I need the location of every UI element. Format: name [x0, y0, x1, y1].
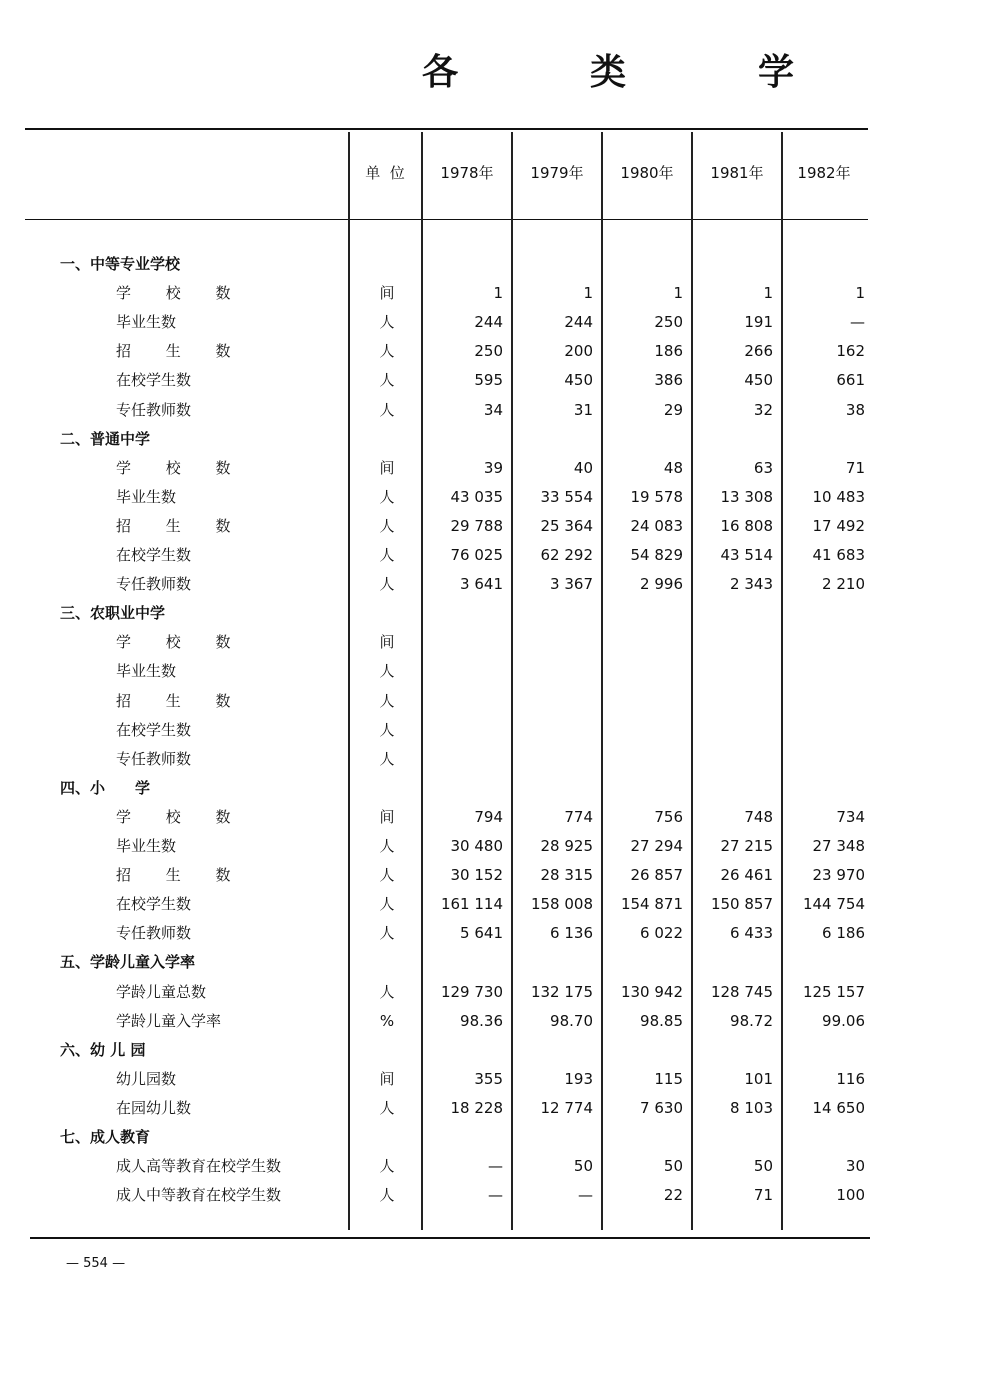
row-label: 在校学生数: [116, 546, 192, 564]
row-unit: 人: [379, 487, 395, 506]
value-cell: 774: [564, 807, 593, 826]
value-cell: 50: [663, 1157, 683, 1176]
value-cell: 386: [654, 371, 683, 390]
row-unit: 间: [379, 633, 395, 652]
value-cell: 31: [573, 400, 593, 419]
value-cell: 29: [663, 400, 683, 419]
row-label: 学 校 数: [116, 633, 246, 652]
table-row: [0, 308, 1000, 337]
value-cell: 8 103: [730, 1098, 773, 1117]
row-label: 专任教师数: [116, 924, 192, 943]
section-row: [0, 250, 1000, 279]
row-label: 在校学生数: [116, 371, 192, 390]
value-cell: 661: [836, 371, 865, 390]
row-unit: 人: [379, 1186, 395, 1205]
value-cell: 355: [474, 1069, 503, 1088]
value-cell: 34: [483, 400, 503, 419]
value-cell: 450: [744, 371, 773, 390]
section-title: 四、小 学: [60, 778, 151, 797]
row-label: 毕业生数: [116, 487, 177, 506]
value-cell: 30 480: [450, 837, 503, 855]
table-row: [0, 687, 1000, 716]
value-cell: 33 554: [540, 487, 593, 506]
value-cell: —: [578, 1186, 593, 1205]
value-cell: 115: [654, 1069, 683, 1088]
value-cell: 3 641: [460, 575, 503, 594]
value-cell: 39: [483, 458, 503, 477]
row-label: 幼儿园数: [116, 1069, 177, 1088]
value-cell: 2 210: [822, 575, 865, 594]
row-label: 专任教师数: [116, 400, 192, 419]
table-row: [0, 657, 1000, 686]
value-cell: 756: [654, 807, 683, 826]
value-cell: 101: [744, 1069, 773, 1088]
value-cell: 130 942: [620, 982, 683, 1001]
row-label: 招 生 数: [116, 691, 246, 710]
value-cell: 244: [474, 313, 503, 332]
year-header: 1981年: [710, 164, 764, 182]
value-cell: 98.72: [730, 1011, 773, 1030]
row-label: 招 生 数: [116, 342, 246, 361]
section-title: 一、中等专业学校: [60, 255, 181, 273]
table-row: [0, 803, 1000, 832]
title-char-3: 学: [758, 51, 795, 93]
table-row: [0, 628, 1000, 657]
value-cell: —: [850, 313, 865, 332]
value-cell: 161 114: [440, 895, 503, 914]
title-char-2: 类: [590, 51, 627, 93]
value-cell: 43 035: [450, 487, 503, 506]
value-cell: 734: [836, 807, 865, 826]
page-title: [380, 44, 840, 94]
value-cell: 244: [564, 313, 593, 332]
year-header: 1979年: [530, 164, 584, 182]
value-cell: 43 514: [720, 546, 773, 564]
row-unit: 间: [379, 458, 395, 477]
value-cell: 13 308: [720, 487, 773, 506]
table-row: [0, 919, 1000, 948]
row-label: 在校学生数: [116, 895, 192, 914]
row-unit: 间: [379, 284, 395, 303]
value-cell: 48: [663, 458, 683, 477]
value-cell: 191: [744, 313, 773, 332]
value-cell: 28 315: [540, 866, 593, 885]
section-title: 五、学龄儿童入学率: [60, 953, 196, 972]
row-unit: 人: [379, 895, 395, 914]
row-unit: 人: [379, 837, 395, 855]
row-unit: 人: [379, 371, 395, 390]
table-row: [0, 1152, 1000, 1181]
table-row: [0, 396, 1000, 425]
row-label: 招 生 数: [116, 866, 246, 885]
row-unit: 人: [379, 720, 395, 739]
value-cell: 30 152: [450, 866, 503, 885]
value-cell: 54 829: [630, 546, 683, 564]
row-unit: 人: [379, 400, 395, 419]
value-cell: 595: [474, 371, 503, 390]
row-unit: 人: [379, 924, 395, 943]
row-unit: 人: [379, 313, 395, 332]
table-row: [0, 512, 1000, 541]
row-unit: 人: [379, 749, 395, 768]
table-row: [0, 366, 1000, 395]
row-label: 学 校 数: [116, 284, 246, 303]
value-cell: 99.06: [822, 1011, 865, 1030]
value-cell: 6 433: [730, 924, 773, 943]
row-unit: 间: [379, 1069, 395, 1088]
value-cell: 27 294: [630, 837, 683, 855]
top-rule: [25, 128, 868, 130]
value-cell: 27 348: [812, 837, 865, 855]
value-cell: 1: [493, 284, 503, 303]
year-header: 1980年: [620, 164, 674, 182]
row-label: 学龄儿童总数: [116, 982, 207, 1001]
section-row: [0, 774, 1000, 803]
table-row: [0, 337, 1000, 366]
value-cell: —: [488, 1186, 503, 1205]
value-cell: 26 461: [720, 866, 773, 885]
table-row: [0, 541, 1000, 570]
row-unit: 人: [379, 1098, 395, 1117]
row-label: 毕业生数: [116, 313, 177, 332]
value-cell: 2 343: [730, 575, 773, 594]
table-row: [0, 1094, 1000, 1123]
value-cell: 193: [564, 1069, 593, 1088]
value-cell: 3 367: [550, 575, 593, 594]
table-row: [0, 1181, 1000, 1210]
value-cell: 10 483: [812, 487, 865, 506]
value-cell: 125 157: [802, 982, 865, 1001]
section-row: [0, 1123, 1000, 1152]
row-label: 专任教师数: [116, 749, 192, 768]
row-unit: 人: [379, 691, 395, 710]
value-cell: 76 025: [450, 546, 503, 564]
row-unit: 间: [379, 807, 395, 826]
value-cell: 6 136: [550, 924, 593, 943]
value-cell: 128 745: [710, 982, 773, 1001]
value-cell: 1: [673, 284, 683, 303]
table-row: [0, 1065, 1000, 1094]
row-label: 毕业生数: [116, 837, 177, 855]
value-cell: 29 788: [450, 516, 503, 535]
value-cell: 2 996: [640, 575, 683, 594]
section-row: [0, 1036, 1000, 1065]
row-label: 学 校 数: [116, 807, 246, 826]
table-row: [0, 483, 1000, 512]
section-row: [0, 599, 1000, 628]
value-cell: 794: [474, 807, 503, 826]
value-cell: 98.70: [550, 1011, 593, 1030]
value-cell: 98.85: [640, 1011, 683, 1030]
value-cell: 200: [564, 342, 593, 361]
value-cell: 1: [583, 284, 593, 303]
section-title: 七、成人教育: [60, 1128, 151, 1146]
value-cell: 150 857: [710, 895, 773, 914]
row-label: 在园幼儿数: [116, 1098, 192, 1117]
value-cell: 132 175: [530, 982, 593, 1001]
row-label: 毕业生数: [116, 662, 177, 681]
value-cell: 17 492: [812, 516, 865, 535]
value-cell: 450: [564, 371, 593, 390]
value-cell: 26 857: [630, 866, 683, 885]
table-row: [0, 890, 1000, 919]
value-cell: 12 774: [540, 1098, 593, 1117]
value-cell: 19 578: [630, 487, 683, 506]
row-unit: 人: [379, 662, 395, 681]
table-row: [0, 716, 1000, 745]
value-cell: 158 008: [530, 895, 593, 914]
section-title: 三、农职业中学: [60, 604, 166, 623]
value-cell: —: [488, 1157, 503, 1176]
value-cell: 154 871: [620, 895, 683, 914]
section-row: [0, 948, 1000, 977]
value-cell: 5 641: [460, 924, 503, 943]
value-cell: 162: [836, 342, 865, 361]
value-cell: 16 808: [720, 516, 773, 535]
row-unit: %: [379, 1011, 395, 1030]
value-cell: 6 022: [640, 924, 683, 943]
table-row: [0, 1007, 1000, 1036]
page-number: — 554 —: [66, 1256, 126, 1271]
table-row: [0, 861, 1000, 890]
row-unit: 人: [379, 516, 395, 535]
value-cell: 1: [763, 284, 773, 303]
value-cell: 40: [573, 458, 593, 477]
row-label: 成人高等教育在校学生数: [116, 1157, 282, 1176]
value-cell: 22: [663, 1186, 683, 1205]
value-cell: 1: [855, 284, 865, 303]
value-cell: 63: [753, 458, 773, 477]
table-row: [0, 978, 1000, 1007]
value-cell: 27 215: [720, 837, 773, 855]
value-cell: 38: [845, 400, 865, 419]
value-cell: 250: [654, 313, 683, 332]
section-title: 六、幼 儿 园: [60, 1040, 146, 1059]
table-row: [0, 279, 1000, 308]
table-row: [0, 745, 1000, 774]
unit-header: 单 位: [365, 164, 405, 182]
title-char-1: 各: [422, 51, 459, 93]
value-cell: 62 292: [540, 546, 593, 564]
row-label: 成人中等教育在校学生数: [116, 1186, 282, 1205]
year-header: 1978年: [440, 164, 494, 182]
value-cell: 23 970: [812, 866, 865, 885]
value-cell: 50: [753, 1157, 773, 1176]
section-title: 二、普通中学: [60, 429, 151, 448]
value-cell: 41 683: [812, 546, 865, 564]
row-unit: 人: [379, 1157, 395, 1176]
value-cell: 116: [836, 1069, 865, 1088]
value-cell: 50: [573, 1157, 593, 1176]
table-row: [0, 454, 1000, 483]
year-header: 1982年: [797, 164, 851, 182]
value-cell: 14 650: [812, 1098, 865, 1117]
row-label: 学 校 数: [116, 458, 246, 477]
row-unit: 人: [379, 342, 395, 361]
value-cell: 7 630: [640, 1098, 683, 1117]
row-label: 招 生 数: [116, 516, 246, 535]
table-row: [0, 832, 1000, 861]
value-cell: 71: [753, 1186, 773, 1205]
value-cell: 30: [845, 1157, 865, 1176]
row-unit: 人: [379, 546, 395, 564]
value-cell: 100: [836, 1186, 865, 1205]
value-cell: 32: [753, 400, 773, 419]
row-unit: 人: [379, 866, 395, 885]
row-label: 学龄儿童入学率: [116, 1011, 222, 1030]
row-label: 专任教师数: [116, 575, 192, 594]
value-cell: 129 730: [440, 982, 503, 1001]
value-cell: 71: [845, 458, 865, 477]
value-cell: 186: [654, 342, 683, 361]
value-cell: 266: [744, 342, 773, 361]
value-cell: 28 925: [540, 837, 593, 855]
table-row: [0, 570, 1000, 599]
value-cell: 144 754: [802, 895, 865, 914]
row-unit: 人: [379, 982, 395, 1001]
row-label: 在校学生数: [116, 720, 192, 739]
section-row: [0, 425, 1000, 454]
header-rule: [25, 219, 868, 220]
value-cell: 24 083: [630, 516, 683, 535]
value-cell: 250: [474, 342, 503, 361]
value-cell: 98.36: [460, 1011, 503, 1030]
row-unit: 人: [379, 575, 395, 594]
value-cell: 6 186: [822, 924, 865, 943]
value-cell: 25 364: [540, 516, 593, 535]
value-cell: 18 228: [450, 1098, 503, 1117]
bottom-rule: [30, 1237, 870, 1239]
value-cell: 748: [744, 807, 773, 826]
